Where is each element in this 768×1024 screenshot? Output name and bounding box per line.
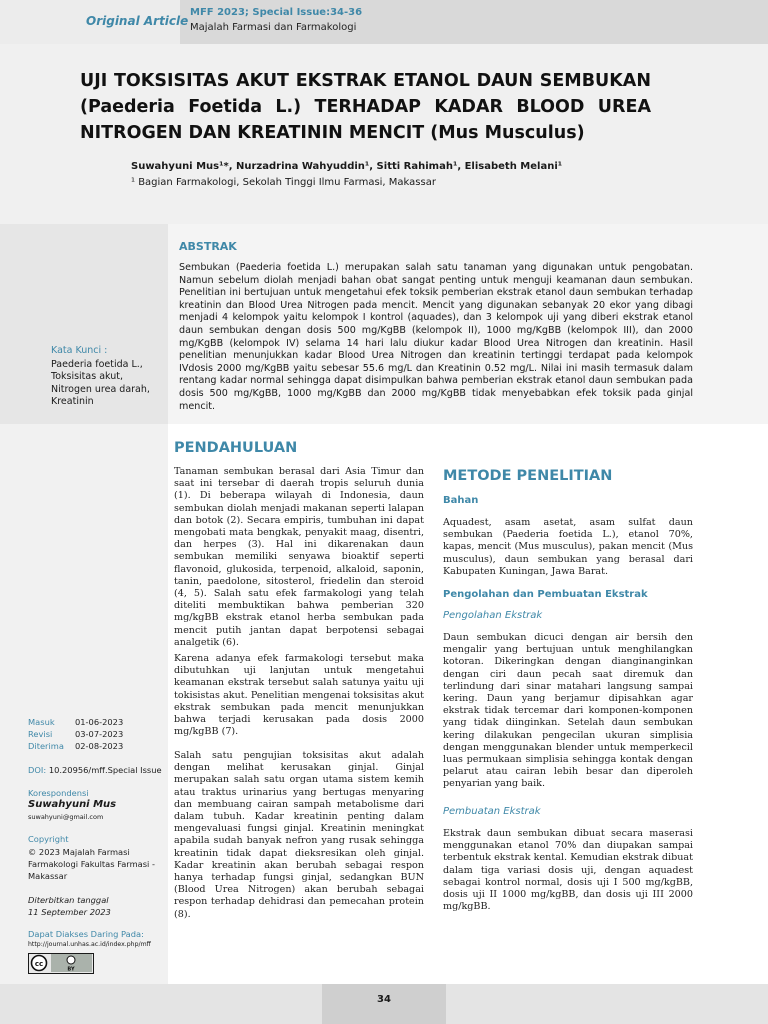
pengolahan-paragraph: Daun sembukan dicuci dengan air bersih den mengalir yang bertujuan untuk menghilangkan kotoran. Dikeringkan dengan dianginanginkan dengan ciri daun pecah saat diremuk dan terlindung dari sinar matahari langsung sampai kering. Daun yang berjamur dipisahkan agar ekstrak tidak tercemar dari komponen-komponen yang tidak diinginkan. Setelah daun sembukan kering dilakukan pengecilan ukuran simplisia dengan menggunakan blender untuk memperkecil luas permukaan simplisia sehingga kontak dengan pelarut atau cairan lebih besar dan diperoleh penyarian yang baik.	[443, 632, 693, 790]
online-url[interactable]: http://journal.unhas.ac.id/index.php/mff	[28, 941, 151, 948]
copyright-label: Copyright	[28, 834, 69, 844]
subheading-pembuatan-ekstrak: Pembuatan Ekstrak	[443, 806, 541, 817]
subheading-pengolahan-ekstrak: Pengolahan Ekstrak	[443, 610, 543, 621]
svg-text:BY: BY	[67, 966, 75, 972]
online-label: Dapat Diakses Daring Pada:	[28, 929, 144, 939]
date-accepted: Diterima 02-08-2023	[28, 741, 124, 751]
subheading-pengolahan-pembuatan: Pengolahan dan Pembuatan Ekstrak	[443, 589, 648, 600]
page-number: 34	[377, 994, 391, 1005]
section-heading-pendahuluan: PENDAHULUAN	[174, 440, 298, 456]
abstract-body: Sembukan (Paederia foetida L.) merupakan salah satu tanaman yang digunakan untuk pengobatan. Namun sebelum diolah menjadi bahan obat sangat penting untuk menguji keamanan daun sembukan. Penelitian ini bertujuan untuk mengetahui efek toksik pemberian ekstrak etanol daun sembukan terhadap kreatinin dan Blood Urea Nitrogen pada mencit. Mencit yang digunakan sebanyak 20 ekor yang dibagi menjadi 4 kelompok yaitu kelompok I kontrol (aquades), dan 3 kelompok uji yang diberi ekstrak etanol daun sembukan dengan dosis 500 mg/KgBB (kelompok II), 1000 mg/KgBB (kelompok III), dan 2000 mg/KgBB (kelompok IV) selama 14 hari lalu diukur kadar Blood Urea Nitrogen dan kreatinin. Hasil penelitian menunjukkan kadar Blood Urea Nitrogen dan kreatinin tertinggi terdapat pada kelompok IVdosis 2000 mg/KgBB yaitu sebesar 55.6 mg/L dan Kreatinin 0.52 mg/L. Nilai ini masih termasuk dalam rentang kadar normal sehingga dapat disimpulkan bahwa pemberian ekstrak etanol daun sembukan pada dosis 500 mg/KgBB, 1000 mg/KgBB dan 2000 mg/KgBB tidak menyebabkan efek toksik pada ginjal mencit.	[179, 262, 693, 412]
keywords-label: Kata Kunci :	[51, 345, 108, 356]
keywords-list	[51, 359, 150, 409]
doi[interactable]: DOI: 10.20956/mff.Special Issue	[28, 765, 162, 775]
section-heading-metode: METODE PENELITIAN	[443, 468, 613, 484]
correspondence-name: Suwahyuni Mus	[28, 799, 117, 810]
published-date: Diterbitkan tanggal 11 September 2023	[28, 895, 111, 917]
journal-name: Majalah Farmasi dan Farmakologi	[190, 22, 357, 33]
keyword-item: Paederia foetida L.,	[51, 359, 143, 370]
intro-paragraph-1: Tanaman sembukan berasal dari Asia Timur dan saat ini tersebar di daerah tropis seluruh dunia (1). Di beberapa wilayah di Indonesia, daun sembukan diolah menjadi makanan seperti lalapan dan botok (2). Secara empiris, tumbuhan ini dapat mengobati mata bengkak, penyakit maag, disentri, dan herpes (3). Hal ini dikarenakan daun sembukan memiliki senyawa bioaktif seperti flavonoid, glukosida, terpenoid, alkaloid, saponin, tanin, paedolone, sitosterol, friedelin dan steroid (4, 5). Salah satu efek farmakologi yang telah diteliti membuktikan bahwa pemberian 320 mg/kgBB ekstrak etanol herba sembukan pada mencit putih jantan dapat berpotensi sebagai analgetik (6).	[174, 466, 424, 648]
subheading-bahan: Bahan	[443, 495, 479, 506]
svg-text:cc: cc	[34, 960, 44, 968]
intro-paragraph-2: Karena adanya efek farmakologi tersebut maka dibutuhkan uji lanjutan untuk mengetahui keamanan ekstrak tersebut salah satunya yaitu uji tokisistas akut. Penelitian mengenai toksisitas akut ekstrak sembukan pada mencit menunjukkan bahwa terjadi kerusakan pada dosis 2000 mg/kgBB (7).	[174, 653, 424, 738]
date-revised: Revisi 03-07-2023	[28, 729, 124, 739]
authors: Suwahyuni Mus¹*, Nurzadrina Wahyuddin¹, Sitti Rahimah¹, Elisabeth Melani¹	[131, 161, 563, 172]
correspondence-label: Korespondensi	[28, 788, 89, 798]
keyword-item: Kreatinin	[51, 396, 94, 408]
affiliation: ¹ Bagian Farmakologi, Sekolah Tinggi Ilmu Farmasi, Makassar	[131, 177, 436, 188]
article-type: Original Article	[86, 14, 189, 28]
correspondence-email[interactable]: suwahyuni@gmail.com	[28, 813, 104, 821]
date-received: Masuk 01-06-2023	[28, 717, 124, 727]
cc-license-badge[interactable]	[28, 953, 94, 974]
copyright-text: © 2023 Majalah Farmasi Farmakologi Fakultas Farmasi - Makassar	[28, 847, 155, 881]
bahan-paragraph: Aquadest, asam asetat, asam sulfat daun sembukan (Paederia foetida L.), etanol 70%, kapas, mencit (Mus musculus), pakan mencit (Mus musculus), daun sembukan yang berasal dari Kabupaten Kuningan, Jawa Barat.	[443, 517, 693, 577]
keyword-item: Toksisitas akut,	[51, 371, 123, 383]
pembuatan-paragraph: Ekstrak daun sembukan dibuat secara maserasi menggunakan etanol 70% dan diupakan sampai terbentuk ekstrak kental. Kemudian ekstrak dibuat dalam tiga variasi dosis uji, dengan aquadest sebagai kontrol normal, dosis uji I 500 mg/kgBB, dosis uji II 1000 mg/kgBB, dan dosis uji III 2000 mg/kgBB.	[443, 828, 693, 913]
abstract-heading: ABSTRAK	[179, 240, 237, 253]
intro-paragraph-3: Salah satu pengujian toksisitas akut adalah dengan melihat kerusakan ginjal. Ginjal merupakan salah satu organ utama sistem kemih atau traktus urinarius yang bertugas menyaring dan membuang cairan sampah metabolisme dari dalam tubuh. Kadar kreatinin penting dalam mengevaluasi fungsi ginjal. Kreatinin meningkat apabila sudah banyak nefron yang rusak sehingga kreatinin tidak dapat dieksresikan oleh ginjal. Kadar kreatinin akan berubah sebagai respon hanya terhadap fungsi ginjal, sedangkan BUN (Blood Urea Nitrogen) akan berubah sebagai respon terhadap dehidrasi dan pemecahan protein (8).	[174, 750, 424, 920]
keyword-item: Nitrogen urea darah,	[51, 383, 150, 395]
paper-title: UJI TOKSISITAS AKUT EKSTRAK ETANOL DAUN SEMBUKAN (Paederia Foetida L.) TERHADAP KADAR BLOOD UREA NITROGEN DAN KREATININ MENCIT (Mus Musculus)	[80, 71, 651, 143]
issue-info: MFF 2023; Special Issue:34-36	[190, 7, 363, 18]
by-person-icon	[67, 956, 75, 964]
